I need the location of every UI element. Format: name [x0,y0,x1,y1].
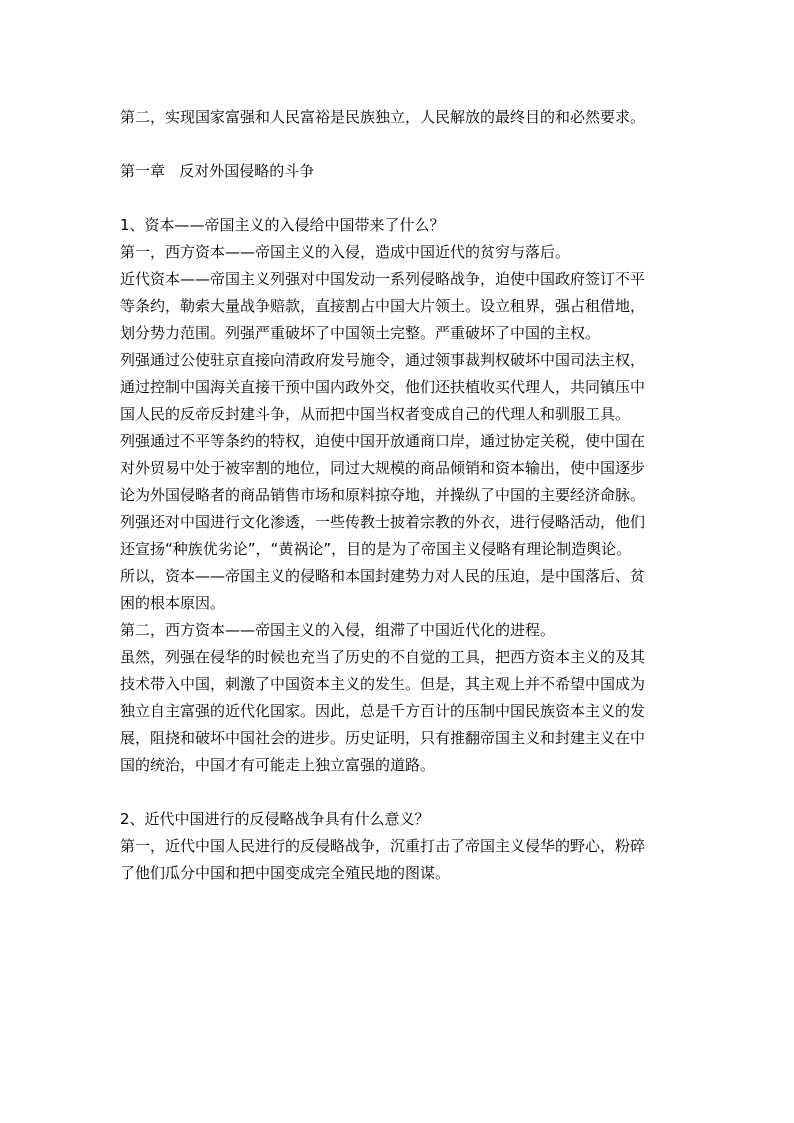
chapter-title: 第一章 反对外国侵略的斗争 [120,162,315,180]
question-1-heading: 1、资本——帝国主义的入侵给中国带来了什么？ [120,216,445,234]
text-line: 通过控制中国海关直接干预中国内政外交，他们还扶植收买代理人，共同镇压中 [120,378,646,396]
text-line: 了他们瓜分中国和把中国变成完全殖民地的图谋。 [120,864,451,882]
text-line: 还宣扬“种族优劣论”，“黄祸论”，目的是为了帝国主义侵略有理论制造舆论。 [120,540,632,558]
text-line: 等条约，勒索大量战争赔款，直接割占中国大片领土。设立租界，强占租借地， [120,297,646,315]
text-line: 虽然，列强在侵华的时候也充当了历史的不自觉的工具，把西方资本主义的及其 [120,648,646,666]
text-line: 第一，近代中国人民进行的反侵略战争，沉重打击了帝国主义侵华的野心，粉碎 [120,837,646,855]
text-line: 对外贸易中处于被宰割的地位，同过大规模的商品倾销和资本输出，使中国逐步 [120,459,646,477]
text-line: 第一，西方资本——帝国主义的入侵，造成中国近代的贫穷与落后。 [120,243,571,261]
question-1-answer [120,239,680,779]
text-line: 展，阻挠和破坏中国社会的进步。历史证明，只有推翻帝国主义和封建主义在中 [120,729,646,747]
blank-line [120,131,680,158]
question-2-heading: 2、近代中国进行的反侵略战争具有什么意义？ [120,810,430,828]
text-line: 第二，西方资本——帝国主义的入侵，组滞了中国近代化的进程。 [120,621,556,639]
text-line: 列强还对中国进行文化渗透，一些传教士披着宗教的外衣，进行侵略活动，他们 [120,513,646,531]
text-line: 论为外国侵略者的商品销售市场和原料掠夺地，并操纵了中国的主要经济命脉。 [120,486,646,504]
text-line: 技术带入中国，刺激了中国资本主义的发生。但是，其主观上并不希望中国成为 [120,675,646,693]
document-page [120,104,680,887]
text-line: 国人民的反帝反封建斗争，从而把中国当权者变成自己的代理人和驯服工具。 [120,405,631,423]
blank-line [120,185,680,212]
question-2-answer [120,833,680,887]
text-line: 国的统治，中国才有可能走上独立富强的道路。 [120,756,436,774]
blank-line [120,779,680,806]
text-line: 困的根本原因。 [120,594,226,612]
text-line: 划分势力范围。列强严重破坏了中国领土完整。严重破坏了中国的主权。 [120,324,601,342]
text-line: 所以，资本——帝国主义的侵略和本国封建势力对人民的压迫，是中国落后、贫 [120,567,646,585]
text-line: 列强通过公使驻京直接向清政府发号施令，通过领事裁判权破坏中国司法主权， [120,351,646,369]
text-line: 列强通过不平等条约的特权，迫使中国开放通商口岸，通过协定关税，使中国在 [120,432,646,450]
text-line: 独立自主富强的近代化国家。因此，总是千方百计的压制中国民族资本主义的发 [120,702,646,720]
text-line: 近代资本——帝国主义列强对中国发动一系列侵略战争，迫使中国政府签订不平 [120,270,646,288]
intro-paragraph: 第二，实现国家富强和人民富裕是民族独立，人民解放的最终目的和必然要求。 [120,108,646,126]
